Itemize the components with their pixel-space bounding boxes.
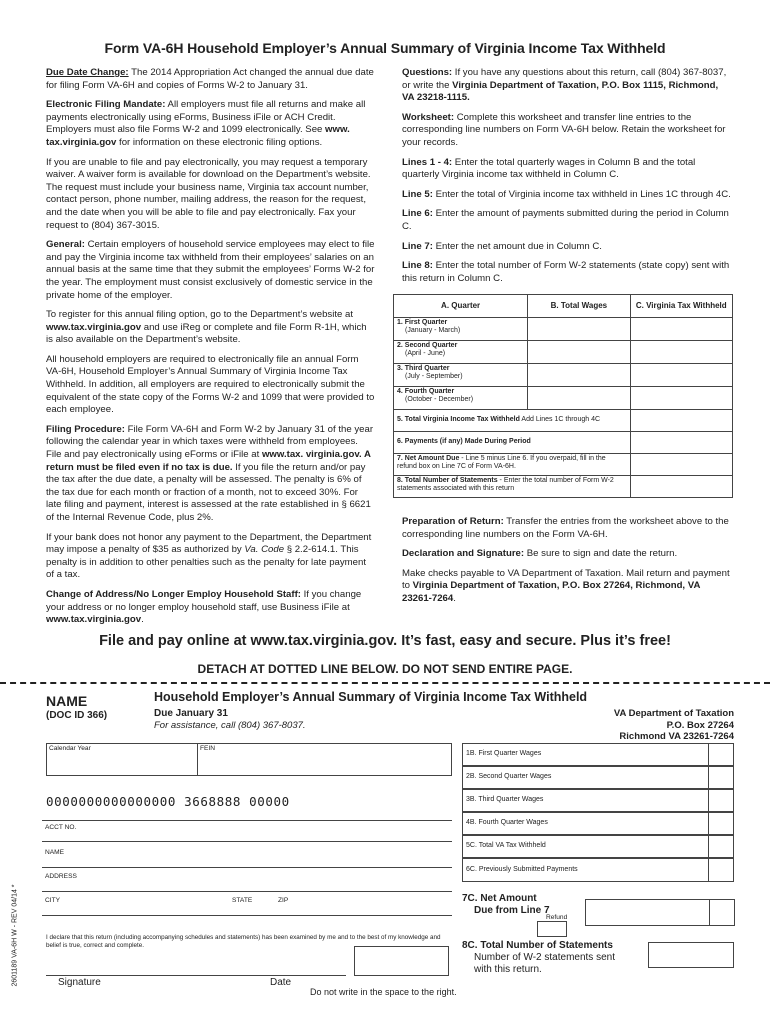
unable-paragraph: If you are unable to file and pay electronically, you may request a temporary waiver. A waiver form is available for download on the Department’s website. The request must include your business name, Virginia tax account number, contact person, phone number, mailing address, the reason for the request, and the date when you will be able to file and pay electronically. Fax your request to (804) 367-3015. (46, 156, 371, 231)
signature-label: Signature (58, 977, 101, 988)
general-text: Certain employers of household service employees may elect to file and pay the Virginia income tax withheld from their employees’ salaries on an annual basis at the same time that they submit the employees’ Forms W-2 for the year. The employment must consist exclusively of domestic service in the private home of the employer. (46, 239, 375, 301)
withheld-cell[interactable] (630, 318, 732, 341)
line7-cell (394, 454, 631, 476)
dept-line1: VA Department of Taxation (613, 708, 734, 719)
efiling-text: All employers must file all returns and make all payments electronically using eForms, Business iFile or ACH Credit. Employers must also file Forms W-2 and 1099 electronically. See (46, 99, 366, 136)
fein-label: FEIN (200, 745, 216, 752)
form-due: Due January 31 (154, 708, 228, 719)
declaration-text: I declare that this return (including accompanying schedules and statements) has been examined by me and to the best of my knowledge and belief is true, correct and complete. (46, 934, 441, 949)
line7-text: Enter the net amount due in Column C. (432, 240, 602, 252)
form-assistance: For assistance, call (804) 367-8037. (154, 720, 306, 731)
line5-bold: 5. Total Virginia Income Tax Withheld (397, 416, 520, 424)
worksheet-row-q4 (394, 387, 733, 410)
quarter-sub: (July - September) (405, 373, 463, 381)
questions-bold: Virginia Department of Taxation, P.O. Box 1115, Richmond, VA 23218-1115. (402, 79, 719, 104)
quarter-label: 2. Second Quarter (397, 342, 458, 349)
instructions-left-column (46, 67, 376, 634)
lines14-paragraph (402, 157, 732, 182)
line-8c-a: 8C. Total Number of Statements (462, 940, 613, 951)
register-text-a: To register for this annual filing option, go to the Department’s website at (46, 309, 353, 321)
city-label: CITY (45, 897, 61, 904)
header-wages: B. Total Wages (528, 295, 630, 318)
line-6c-label: 6C. Previously Submitted Payments (466, 866, 578, 873)
doc-id: (DOC ID 366) (46, 710, 108, 721)
filing-text-a: File Form VA-6H and Form W-2 by January 31 of the year following the calendar year in which taxes were withheld from employees. File and pay electronically using eForms or iFile at (46, 423, 374, 461)
wages-cell[interactable] (528, 387, 630, 410)
decl-text: Be sure to sign and date the return. (524, 548, 678, 560)
worksheet-row-q3 (394, 364, 733, 387)
decl-label: Declaration and Signature: (402, 548, 525, 560)
line8-label: Line 8: (402, 260, 433, 272)
line-4b[interactable] (462, 812, 734, 835)
quarter-cell (394, 364, 528, 387)
questions-text: If you have any questions about this return, call (804) 367-8037, or write the (402, 67, 727, 91)
wages-cell[interactable] (528, 364, 630, 387)
worksheet-header-row (394, 295, 733, 318)
wages-cell[interactable] (528, 318, 630, 341)
bank-text-a: If your bank does not honor any payment to the Department, the Department may impose a penalty of $35 as authorized by (46, 531, 372, 556)
calendar-year-field[interactable] (46, 743, 198, 776)
line-4b-label: 4B. Fourth Quarter Wages (466, 819, 548, 826)
page-title: Form VA-6H Household Employer’s Annual Summary of Virginia Income Tax Withheld (104, 40, 666, 56)
date-label: Date (270, 977, 292, 988)
quarter-cell (394, 341, 528, 364)
line6-text: Enter the amount of payments submitted during the period in Column C. (402, 208, 729, 232)
line8-text: Enter the total number of Form W-2 statements (state copy) sent with this return in Column C. (402, 260, 730, 284)
line-7c-amount-field[interactable] (585, 899, 735, 926)
line5-cell (394, 410, 631, 432)
line8-bold: 8. Total Number of Statements (397, 477, 498, 484)
quarter-sub: (January - March) (405, 327, 461, 335)
change-end: . (141, 614, 144, 626)
checks-end: . (453, 592, 456, 604)
dept-line3: Richmond VA 23261-7264 (619, 731, 734, 742)
change-text: If you change your address or no longer employ household staff, use Business iFile at (46, 588, 362, 613)
line8-value-cell[interactable] (630, 476, 732, 498)
change-label: Change of Address/No Longer Employ Household Staff: (46, 588, 301, 600)
register-paragraph (46, 309, 376, 347)
line-6c[interactable] (462, 858, 734, 882)
withheld-cell[interactable] (630, 387, 732, 410)
name-label: NAME (45, 849, 65, 856)
header-withheld: C. Virginia Tax Withheld (630, 295, 732, 318)
worksheet-row-line8 (394, 476, 733, 498)
quarter-sub: (April - June) (405, 350, 446, 358)
worksheet-row-q1 (394, 318, 733, 341)
refund-label: Refund (546, 914, 568, 921)
due-date-label: Due Date Change: (46, 67, 129, 78)
worksheet-paragraph (402, 112, 732, 150)
line-8c-b: Number of W-2 statements sent (474, 952, 615, 963)
prep-paragraph (402, 516, 732, 541)
register-link[interactable]: www.tax.virginia.gov (46, 321, 142, 333)
dept-address (614, 708, 734, 743)
wages-cell[interactable] (528, 341, 630, 364)
efiling-label: Electronic Filing Mandate: (46, 99, 166, 111)
quarter-label: 3. Third Quarter (397, 365, 450, 372)
bank-code: Va. Code (244, 544, 285, 556)
worksheet-row-line5 (394, 410, 733, 432)
due-date-text: The 2014 Appropriation Act changed the annual due date for filing Form VA-6H and copies of Forms W-2 to January 31. (46, 67, 374, 91)
line6-value-cell[interactable] (630, 432, 732, 454)
line5-text: Enter the total of Virginia income tax withheld in Lines 1C through 4C. (432, 188, 731, 200)
register-text-b: and use iReg or complete and file Form R-1H, which is also available on the Department’s website. (46, 321, 367, 346)
general-paragraph (46, 239, 376, 302)
line6-paragraph (402, 208, 732, 233)
line-5c[interactable] (462, 835, 734, 858)
line-2b[interactable] (462, 766, 734, 789)
line7-label: Line 7: (402, 240, 433, 252)
quarter-label: 1. First Quarter (397, 319, 448, 326)
form-revision-code: 2601189 VA-6H W - REV 04/14 * (11, 884, 19, 987)
worksheet-row-q2 (394, 341, 733, 364)
acct-no-field[interactable] (42, 820, 452, 842)
lines14-label: Lines 1 - 4: (402, 156, 453, 168)
filing-label: Filing Procedure: (46, 423, 125, 435)
filing-text-b: If you file the return and/or pay the tax after the due date, a penalty will be assessed. The penalty is 6% of the tax due for each month or fraction of a month, not to exceed 30%. For late filing and payment, interest is assessed at the rate established in § 6621 of the Internal Revenue Code, plus 2%. (46, 461, 371, 523)
all-employers-paragraph: All household employers are required to electronically file an annual Form VA-6H, Household Employer’s Annual Summary of Virginia Income Tax Withheld. In addition, all employers are required to electronically submit the equivalent of the state copy of the Forms W-2 and 1099 that were provided to each employee. (46, 353, 375, 416)
line-5c-label: 5C. Total VA Tax Withheld (466, 842, 546, 849)
withheld-cell[interactable] (630, 364, 732, 387)
worksheet-row-line6 (394, 432, 733, 454)
withheld-cell[interactable] (630, 341, 732, 364)
line7-bold: 7. Net Amount Due (397, 455, 460, 462)
ocr-scanline: 0000000000000000 3668888 00000 (46, 794, 290, 809)
name-field[interactable] (42, 846, 452, 868)
city-state-zip-field[interactable] (42, 894, 452, 916)
signature-line[interactable] (46, 975, 346, 976)
line8-cell (394, 476, 631, 498)
questions-label: Questions: (402, 67, 453, 78)
line-1b-label: 1B. First Quarter Wages (466, 750, 542, 757)
filing-link[interactable]: www.tax. virginia.gov (261, 449, 359, 461)
general-label: General: (46, 239, 85, 251)
instructions-right-bottom (402, 516, 732, 613)
state-label: STATE (232, 897, 253, 904)
prep-text: Transfer the entries from the worksheet above to the corresponding line numbers on the Form VA-6H. (402, 516, 729, 540)
line8-note: - Enter the total number of Form W-2 statements associated with this return (397, 477, 614, 493)
line5-paragraph (402, 189, 732, 202)
calendar-year-label: Calendar Year (49, 745, 91, 752)
quarter-sub: (October - December) (405, 396, 474, 404)
line-8c-c: with this return. (474, 964, 542, 975)
line-7c-label (462, 893, 550, 917)
worksheet-label: Worksheet: (402, 111, 455, 123)
due-date-paragraph (46, 67, 376, 92)
form-name: NAME (46, 693, 88, 709)
checks-paragraph (402, 568, 732, 606)
change-link[interactable]: www.tax.virginia.gov (46, 614, 142, 626)
bank-paragraph (46, 532, 376, 582)
fein-field[interactable] (197, 743, 452, 776)
prep-label: Preparation of Return: (402, 516, 504, 527)
quarter-cell (394, 318, 528, 341)
detach-notice: DETACH AT DOTTED LINE BELOW. DO NOT SEND ENTIRE PAGE. (197, 662, 573, 676)
line-3b[interactable] (462, 789, 734, 812)
line6-label: Line 6: (402, 208, 433, 220)
line-8c-label (462, 940, 615, 976)
dept-line2: P.O. Box 27264 (666, 719, 734, 731)
line7-paragraph (402, 241, 732, 254)
line-2b-label: 2B. Second Quarter Wages (466, 773, 552, 780)
line5-label: Line 5: (402, 188, 433, 200)
zip-label: ZIP (278, 897, 289, 904)
official-use-box (354, 946, 449, 976)
worksheet-row-line7 (394, 454, 733, 476)
address-label: ADDRESS (45, 873, 77, 880)
line-1b[interactable] (462, 743, 734, 766)
line8-paragraph (402, 260, 732, 285)
checks-bold: Virginia Department of Taxation, P.O. Box 27264, Richmond, VA 23261-7264 (402, 580, 701, 604)
line7-value-cell[interactable] (630, 454, 732, 476)
instructions-right-column (402, 67, 732, 292)
quarter-label: 4. Fourth Quarter (397, 388, 455, 395)
line5-note: Add Lines 1C through 4C (519, 416, 601, 424)
acct-no-label: ACCT NO. (45, 824, 77, 831)
form-heading: Household Employer’s Annual Summary of Virginia Income Tax Withheld (154, 690, 588, 704)
online-banner: File and pay online at www.tax.virginia.gov. It’s fast, easy and secure. Plus it’s free! (99, 633, 671, 649)
line-3b-label: 3B. Third Quarter Wages (466, 796, 544, 803)
lines14-text: Enter the total quarterly wages in Column B and the total quarterly Virginia income tax withheld in Column C. (402, 156, 696, 181)
filing-bold: . A return must be filed even if no tax is due. (46, 449, 371, 473)
address-field[interactable] (42, 870, 452, 892)
change-paragraph (46, 589, 376, 627)
dotted-divider (0, 682, 770, 684)
line-7c-b: Due from Line 7 (474, 905, 550, 916)
line-8c-count-field[interactable] (648, 942, 734, 968)
line6-bold: 6. Payments (if any) Made During Period (397, 438, 531, 446)
checks-text: Make checks payable to VA Department of Taxation. Mail return and payment to (402, 567, 730, 592)
line5-value-cell[interactable] (630, 410, 732, 432)
efiling-paragraph (46, 99, 376, 149)
line6-cell (394, 432, 631, 454)
efiling-link[interactable]: www. tax.virginia.gov (46, 124, 350, 148)
efiling-tail: for information on these electronic filing options. (116, 136, 323, 148)
checkbox-refund-marker[interactable] (537, 921, 567, 937)
worksheet-text: Complete this worksheet and transfer line entries to the corresponding line numbers on Form VA-6H below. Retain the worksheet for your records. (402, 111, 726, 148)
decl-paragraph (402, 548, 732, 561)
quarter-cell (394, 387, 528, 410)
line-7c-a: 7C. Net Amount (462, 893, 537, 904)
questions-paragraph (402, 67, 732, 105)
no-write-notice: Do not write in the space to the right. (310, 987, 457, 997)
filing-paragraph (46, 424, 376, 525)
bank-text-b: § 2.2-614.1. This penalty is in addition to other penalties such as the penalty for late payment of a tax. (46, 544, 366, 581)
worksheet-table (393, 294, 733, 498)
line7-note: - Line 5 minus Line 6. If you overpaid, fill in the refund box on Line 7C of Form VA-6H. (397, 455, 606, 471)
header-quarter: A. Quarter (394, 295, 528, 318)
